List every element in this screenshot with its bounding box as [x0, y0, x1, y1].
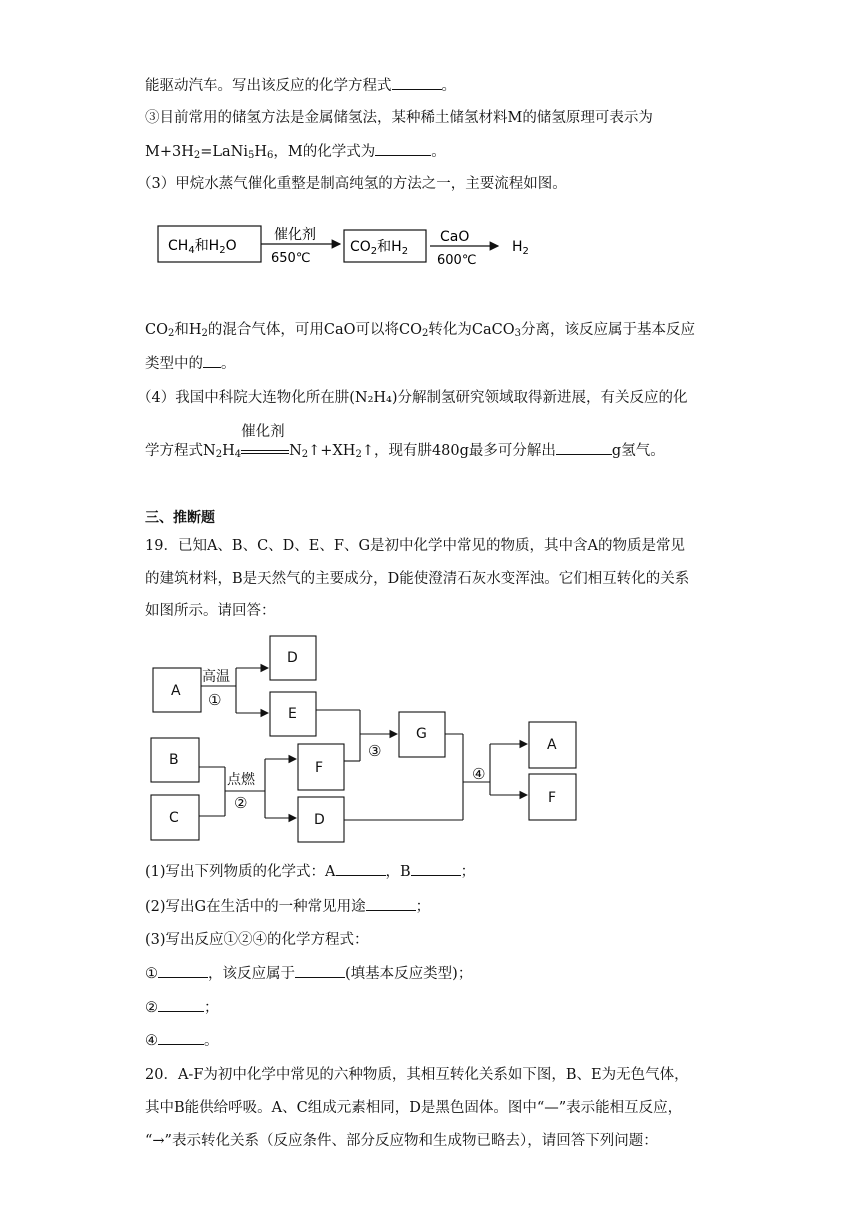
text: ； [415, 899, 431, 915]
text: 。 [431, 144, 446, 160]
flow-condition: 650℃ [271, 251, 311, 266]
text: (填基本反应类型)； [345, 966, 473, 982]
reaction-number: ② [234, 794, 248, 812]
reaction-condition: 高温 [202, 669, 230, 685]
subscript: 2 [370, 246, 378, 257]
text: 。 [221, 356, 236, 372]
reaction-condition: 点燃 [227, 772, 255, 788]
subscript: 2 [301, 449, 309, 460]
relationship-diagram [148, 634, 588, 844]
text: 的混合气体，可用CaO可以将CO [207, 322, 422, 338]
text: H [222, 443, 235, 459]
text: “→”表示转化关系（反应条件、部分反应物和生成物已略去），请回答下列问题： [145, 1133, 658, 1149]
text: 的建筑材料，B是天然气的主要成分，D能使澄清石灰水变浑浊。它们相互转化的关系 [145, 571, 690, 587]
subscript: 2 [422, 328, 429, 339]
reaction-number: ③ [368, 742, 382, 760]
subscript: 2 [401, 246, 409, 257]
subscript: 2 [201, 328, 208, 339]
text-line [145, 861, 475, 882]
text: ↑，现有肼480g最多可分解出 [361, 443, 556, 459]
text-line [145, 1030, 219, 1051]
node-label: A [171, 683, 181, 699]
text: ； [460, 864, 476, 880]
flow-text: CH [168, 238, 189, 254]
node-label: D [287, 650, 298, 666]
text: ，B [385, 864, 411, 880]
text: ； [204, 1000, 219, 1016]
answer-blank[interactable] [375, 141, 431, 156]
node-label: F [548, 790, 557, 806]
answer-blank[interactable] [336, 861, 386, 876]
flow-text: 和H [194, 238, 220, 254]
catalyst-equals-sign [241, 424, 289, 461]
subscript: 2 [215, 449, 223, 460]
text: ② [145, 1000, 158, 1016]
text-line [145, 997, 219, 1018]
subscript: 2 [219, 245, 226, 256]
node-label: D [314, 812, 325, 828]
text-line [145, 896, 430, 917]
text: ④ [145, 1033, 158, 1049]
node-label: E [288, 706, 297, 722]
answer-blank[interactable] [556, 440, 612, 455]
flow-condition: 催化剂 [274, 227, 316, 243]
text: (3)写出反应①②④的化学方程式： [145, 932, 369, 948]
text-line [145, 930, 369, 950]
text: （3）甲烷水蒸气催化重整是制高纯氢的方法之一，主要流程如图。 [137, 176, 567, 192]
text-line [145, 569, 689, 589]
text: ，M的化学式为 [273, 144, 376, 160]
answer-blank[interactable] [158, 997, 204, 1012]
subscript: 2 [193, 150, 201, 161]
text-line [145, 601, 276, 621]
text-line [145, 353, 236, 374]
answer-blank[interactable] [366, 896, 416, 911]
text-line [145, 1131, 658, 1151]
text: =LaNi [200, 144, 248, 160]
flow-condition: 600℃ [437, 253, 477, 268]
text: (2)写出G在生活中的一种常见用途 [145, 899, 366, 915]
text: 学方程式N [145, 443, 216, 459]
flow-text: O [225, 238, 237, 254]
subscript: 4 [188, 245, 195, 256]
text-line [145, 1065, 689, 1085]
text-line [145, 424, 665, 461]
flow-condition: CaO [440, 229, 470, 245]
text-line [145, 320, 695, 340]
text: 和H [174, 322, 202, 338]
reaction-number: ④ [472, 765, 486, 783]
text: 分离，该反应属于基本反应 [520, 322, 695, 338]
flow-text: 和H [377, 239, 402, 255]
answer-blank[interactable] [203, 353, 221, 368]
section-heading: 三、推断题 [145, 510, 215, 526]
text-line [145, 536, 685, 556]
text: N [289, 443, 302, 459]
node-label: B [169, 752, 179, 768]
subscript: 3 [514, 328, 521, 339]
answer-blank[interactable] [411, 861, 461, 876]
text: 能驱动汽车。写出该反应的化学方程式 [145, 78, 392, 94]
text-line [137, 174, 567, 194]
text: 如图所示。请回答： [145, 603, 276, 619]
subscript: 6 [267, 150, 274, 161]
node-label: F [315, 760, 324, 776]
text-line [145, 75, 456, 96]
text: （4）我国中科院大连物化所在肼(N₂H₄)分解制氢研究领域取得新进展，有关反应的化 [137, 390, 688, 406]
text-line [137, 388, 688, 408]
text: g氢气。 [611, 443, 665, 459]
text: 其中B能供给呼吸。A、C组成元素相同，D是黑色固体。图中“—”表示能相互反应， [145, 1100, 683, 1116]
text: 。 [441, 78, 456, 94]
text: CO [145, 322, 168, 338]
text: ，该反应属于 [208, 966, 295, 982]
answer-blank[interactable] [158, 1030, 204, 1045]
reaction-number: ① [208, 691, 222, 709]
answer-blank[interactable] [392, 75, 442, 90]
text-line [145, 108, 653, 128]
text-line [145, 1098, 682, 1118]
text-line [145, 141, 446, 162]
svg-text:CO2和H2 [350, 239, 408, 257]
svg-text:CH4和H2O [168, 238, 237, 256]
text: ① [145, 966, 158, 982]
text: ③目前常用的储氢方法是金属储氢法，某种稀土储氢材料M的储氢原理可表示为 [145, 110, 653, 126]
answer-blank[interactable] [295, 963, 345, 978]
flow-text: H [512, 239, 523, 255]
text-line [145, 963, 472, 984]
subscript: 2 [522, 246, 529, 257]
answer-blank[interactable] [158, 963, 208, 978]
text: 转化为CaCO [428, 322, 515, 338]
catalyst-label: 催化剂 [241, 424, 285, 440]
subscript: 4 [234, 449, 242, 460]
subscript: 2 [355, 449, 362, 460]
text: H [254, 144, 268, 160]
node-label: G [416, 726, 427, 742]
text: 类型中的 [145, 356, 203, 372]
text: 20．A-F为初中化学中常见的六种物质，其相互转化关系如下图，B、E为无色气体， [145, 1067, 689, 1083]
text: 。 [204, 1033, 219, 1049]
node-label: C [169, 810, 179, 826]
node-label: A [547, 737, 557, 753]
svg-text:H2 [512, 239, 529, 257]
text: ↑+XH [308, 443, 356, 459]
text: (1)写出下列物质的化学式：A [145, 864, 336, 880]
text: M+3H [145, 144, 194, 160]
text: 19．已知A、B、C、D、E、F、G是初中化学中常见的物质，其中含A的物质是常见 [145, 538, 685, 554]
subscript: 5 [248, 150, 255, 161]
process-flow-diagram [150, 220, 570, 280]
flow-text: CO [350, 239, 371, 255]
subscript: 2 [167, 328, 175, 339]
